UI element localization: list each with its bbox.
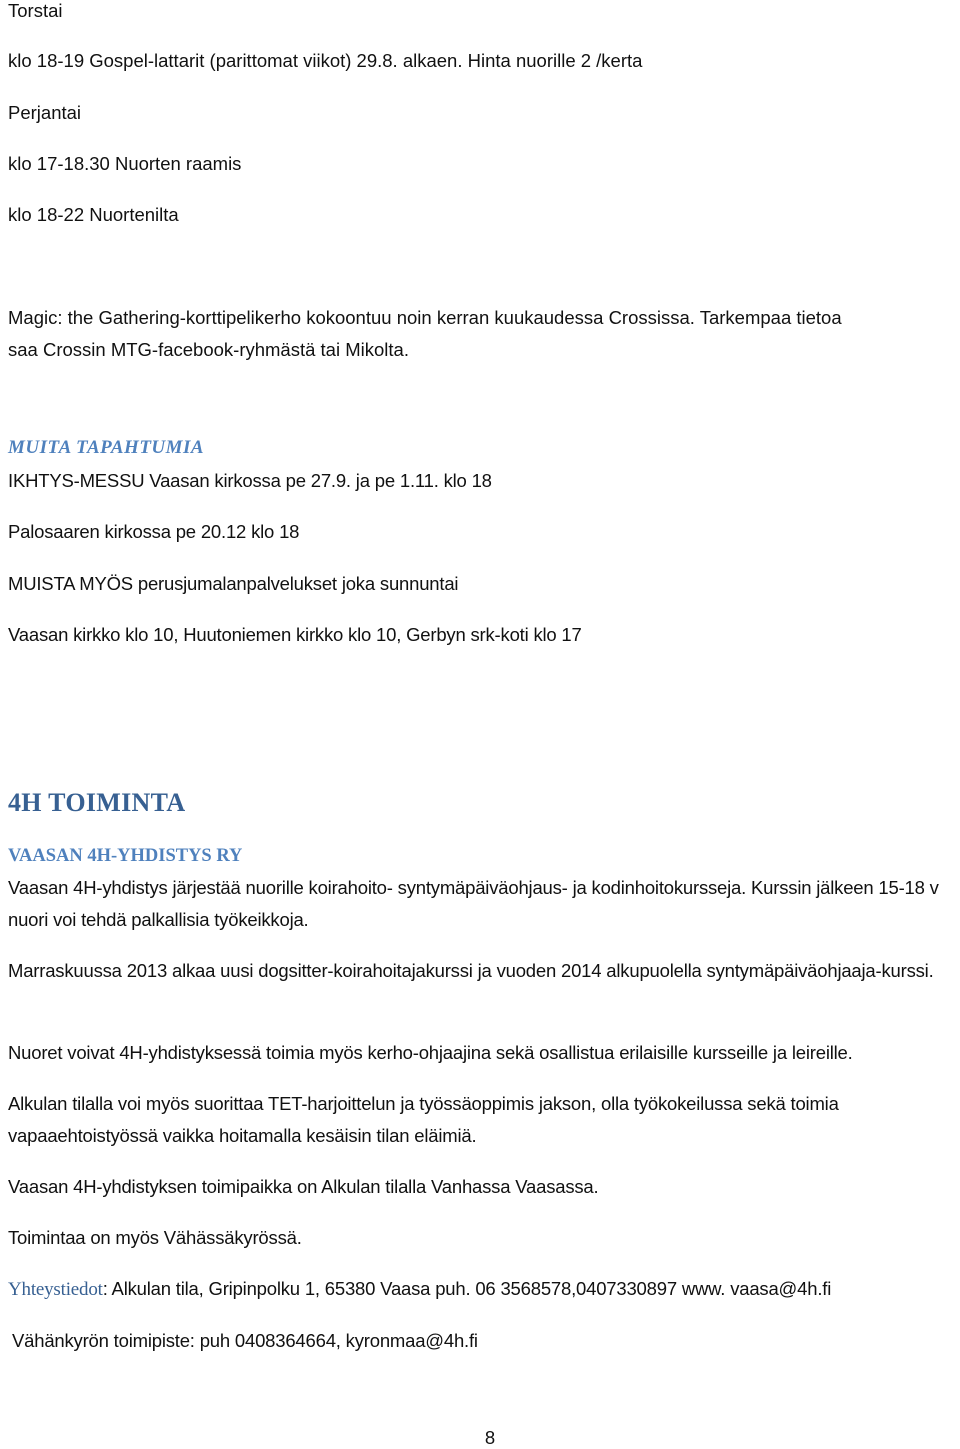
four-h-paragraph-1: Vaasan 4H-yhdistys järjestää nuorille koirahoito- syntymäpäiväohjaus- ja kodinhoitokursseja. Kurssin jälkeen 15-18 v nuori voi tehdä palkallisia työkeikkoja. xyxy=(8,877,939,930)
contact-line-2: Vähänkyrön toimipiste: puh 0408364664, kyronmaa@4h.fi xyxy=(12,1330,478,1351)
friday-item-1: klo 17-18.30 Nuorten raamis xyxy=(8,153,242,174)
thursday-label: Torstai xyxy=(8,0,63,21)
friday-label: Perjantai xyxy=(8,102,82,123)
other-events-item-3: MUISTA MYÖS perusjumalanpalvelukset joka sunnuntai xyxy=(8,573,459,594)
contact-line xyxy=(8,1278,831,1301)
four-h-paragraph-4: Alkulan tilalla voi myös suorittaa TET-harjoittelun ja työssäoppimis jakson, olla työkokeilussa sekä toimia vapaaehtoistyössä vaikka hoitamalla kesäisin tilan eläimiä. xyxy=(8,1093,839,1146)
magic-line-2: saa Crossin MTG-facebook-ryhmästä tai Mikolta. xyxy=(8,339,409,360)
page-number: 8 xyxy=(484,1427,496,1448)
other-events-item-4: Vaasan kirkko klo 10, Huutoniemen kirkko klo 10, Gerbyn srk-koti klo 17 xyxy=(8,624,582,645)
contact-text: : Alkulan tila, Gripinpolku 1, 65380 Vaasa puh. 06 3568578,0407330897 www. vaasa@4h.fi xyxy=(102,1278,832,1299)
magic-line-1: Magic: the Gathering-korttipelikerho kokoontuu noin kerran kuukaudessa Crossissa. Tarkempaa tietoa xyxy=(8,307,842,328)
four-h-paragraph-2: Marraskuussa 2013 alkaa uusi dogsitter-koirahoitajakurssi ja vuoden 2014 alkupuolella syntymäpäiväohjaaja-kurssi. xyxy=(8,960,934,981)
four-h-paragraph-3: Nuoret voivat 4H-yhdistyksessä toimia myös kerho-ohjaajina sekä osallistua erilaisille kursseille ja leireille. xyxy=(8,1042,853,1063)
friday-item-2: klo 18-22 Nuortenilta xyxy=(8,204,179,225)
other-events-heading: MUITA TAPAHTUMIA xyxy=(8,437,205,458)
four-h-heading: 4H TOIMINTA xyxy=(8,788,186,817)
four-h-paragraph-6: Toimintaa on myös Vähässäkyrössä. xyxy=(8,1227,302,1248)
thursday-item: klo 18-19 Gospel-lattarit (parittomat viikot) 29.8. alkaen. Hinta nuorille 2 /kerta xyxy=(8,50,643,71)
four-h-paragraph-5: Vaasan 4H-yhdistyksen toimipaikka on Alkulan tilalla Vanhassa Vaasassa. xyxy=(8,1176,599,1197)
other-events-item-1: IKHTYS-MESSU Vaasan kirkossa pe 27.9. ja pe 1.11. klo 18 xyxy=(8,470,492,491)
contact-label: Yhteystiedot xyxy=(8,1279,103,1300)
other-events-item-2: Palosaaren kirkossa pe 20.12 klo 18 xyxy=(8,521,300,542)
four-h-subheading: VAASAN 4H-YHDISTYS RY xyxy=(8,846,243,866)
